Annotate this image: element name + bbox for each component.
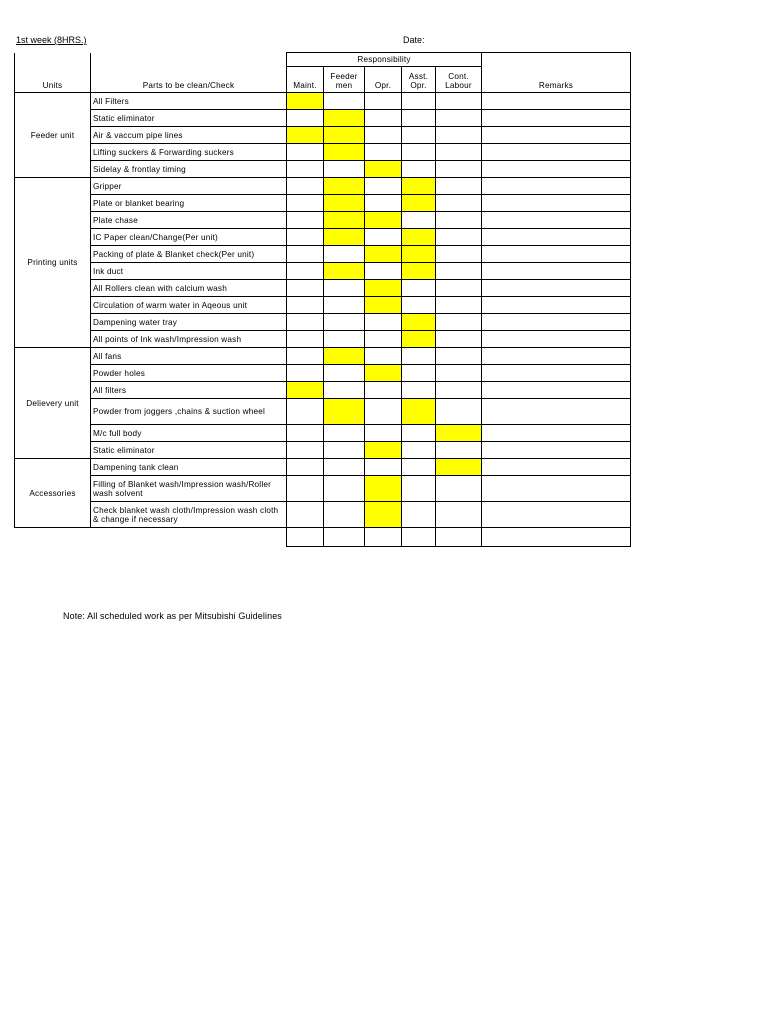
responsibility-cell-maint	[287, 127, 324, 144]
unit-name-cell: Feeder unit	[15, 93, 91, 178]
responsibility-cell-asst-opr	[402, 314, 436, 331]
responsibility-cell-asst-opr	[402, 280, 436, 297]
responsibility-cell-cont-labour	[436, 127, 482, 144]
responsibility-cell-opr	[365, 331, 402, 348]
responsibility-cell-cont-labour	[436, 348, 482, 365]
part-name-cell: Air & vaccum pipe lines	[91, 127, 287, 144]
responsibility-cell-cont-labour	[436, 382, 482, 399]
remarks-cell	[482, 314, 631, 331]
part-name-cell: Check blanket wash cloth/Impression wash cloth & change if necessary	[91, 502, 287, 528]
responsibility-cell-feeder-men	[324, 476, 365, 502]
remarks-cell	[482, 476, 631, 502]
header-opr: Opr.	[365, 67, 402, 93]
responsibility-cell-feeder-men	[324, 425, 365, 442]
part-name-cell: All fans	[91, 348, 287, 365]
part-name-cell: Packing of plate & Blanket check(Per unit)	[91, 246, 287, 263]
responsibility-cell-maint	[287, 229, 324, 246]
responsibility-cell-feeder-men	[324, 127, 365, 144]
remarks-cell	[482, 195, 631, 212]
responsibility-cell-feeder-men	[324, 280, 365, 297]
responsibility-cell-asst-opr	[402, 212, 436, 229]
responsibility-cell-cont-labour	[436, 212, 482, 229]
responsibility-cell-opr	[365, 229, 402, 246]
responsibility-cell-asst-opr	[402, 93, 436, 110]
responsibility-cell-asst-opr	[402, 476, 436, 502]
responsibility-cell-maint	[287, 331, 324, 348]
table-row	[15, 348, 631, 365]
remarks-cell	[482, 229, 631, 246]
table-row	[15, 195, 631, 212]
part-name-cell: Gripper	[91, 178, 287, 195]
responsibility-cell-feeder-men	[324, 263, 365, 280]
responsibility-cell-maint	[287, 246, 324, 263]
responsibility-cell-asst-opr	[402, 110, 436, 127]
remarks-cell	[482, 280, 631, 297]
remarks-cell	[482, 93, 631, 110]
responsibility-cell-asst-opr	[402, 195, 436, 212]
remarks-cell	[482, 212, 631, 229]
responsibility-cell-asst-opr	[402, 246, 436, 263]
responsibility-cell-maint	[287, 399, 324, 425]
responsibility-cell-cont-labour	[436, 110, 482, 127]
responsibility-cell-opr	[365, 502, 402, 528]
responsibility-cell-opr	[365, 365, 402, 382]
responsibility-cell-asst-opr	[402, 399, 436, 425]
responsibility-cell-opr	[365, 161, 402, 178]
responsibility-cell-opr	[365, 425, 402, 442]
part-name-cell: Dampening water tray	[91, 314, 287, 331]
remarks-cell	[482, 365, 631, 382]
responsibility-cell-feeder-men	[324, 178, 365, 195]
part-name-cell: IC Paper clean/Change(Per unit)	[91, 229, 287, 246]
responsibility-cell-maint	[287, 382, 324, 399]
remarks-cell	[482, 382, 631, 399]
responsibility-cell-feeder-men	[324, 144, 365, 161]
responsibility-cell-asst-opr	[402, 348, 436, 365]
empty-responsibility-cell	[436, 528, 482, 547]
responsibility-cell-asst-opr	[402, 127, 436, 144]
responsibility-cell-opr	[365, 93, 402, 110]
responsibility-cell-opr	[365, 314, 402, 331]
responsibility-cell-asst-opr	[402, 229, 436, 246]
header-asst-line2: Opr.	[410, 81, 427, 90]
responsibility-cell-cont-labour	[436, 442, 482, 459]
responsibility-cell-maint	[287, 314, 324, 331]
table-row	[15, 93, 631, 110]
part-name-cell: M/c full body	[91, 425, 287, 442]
unit-name-cell: Delievery unit	[15, 348, 91, 459]
responsibility-cell-cont-labour	[436, 280, 482, 297]
responsibility-cell-cont-labour	[436, 144, 482, 161]
responsibility-cell-feeder-men	[324, 442, 365, 459]
responsibility-cell-opr	[365, 246, 402, 263]
responsibility-cell-asst-opr	[402, 144, 436, 161]
remarks-cell	[482, 399, 631, 425]
empty-responsibility-cell	[365, 528, 402, 547]
part-name-cell: Static eliminator	[91, 110, 287, 127]
table-row	[15, 110, 631, 127]
blank-spacer-cell	[15, 528, 287, 547]
part-name-cell: All Rollers clean with calcium wash	[91, 280, 287, 297]
table-row	[15, 178, 631, 195]
responsibility-cell-feeder-men	[324, 314, 365, 331]
part-name-cell: Ink duct	[91, 263, 287, 280]
responsibility-cell-asst-opr	[402, 425, 436, 442]
responsibility-cell-maint	[287, 195, 324, 212]
responsibility-cell-feeder-men	[324, 365, 365, 382]
part-name-cell: Powder holes	[91, 365, 287, 382]
responsibility-cell-opr	[365, 348, 402, 365]
table-row	[15, 502, 631, 528]
responsibility-cell-feeder-men	[324, 399, 365, 425]
table-row	[15, 476, 631, 502]
remarks-cell	[482, 161, 631, 178]
part-name-cell: Powder from joggers ,chains & suction wheel	[91, 399, 287, 425]
part-name-cell: Plate or blanket bearing	[91, 195, 287, 212]
responsibility-cell-maint	[287, 297, 324, 314]
table-row	[15, 127, 631, 144]
responsibility-cell-opr	[365, 399, 402, 425]
header-responsibility: Responsibility	[287, 53, 482, 67]
responsibility-cell-opr	[365, 459, 402, 476]
responsibility-cell-opr	[365, 178, 402, 195]
responsibility-cell-opr	[365, 263, 402, 280]
responsibility-cell-maint	[287, 110, 324, 127]
responsibility-cell-opr	[365, 297, 402, 314]
header-maint: Maint.	[287, 67, 324, 93]
part-name-cell: Plate chase	[91, 212, 287, 229]
part-name-cell: All filters	[91, 382, 287, 399]
remarks-cell	[482, 178, 631, 195]
remarks-cell	[482, 110, 631, 127]
responsibility-cell-maint	[287, 476, 324, 502]
responsibility-cell-maint	[287, 459, 324, 476]
responsibility-cell-cont-labour	[436, 459, 482, 476]
responsibility-cell-maint	[287, 212, 324, 229]
responsibility-cell-opr	[365, 382, 402, 399]
header-cont-labour	[436, 67, 482, 93]
header-feeder-line2: men	[335, 81, 353, 90]
responsibility-cell-asst-opr	[402, 297, 436, 314]
responsibility-cell-asst-opr	[402, 263, 436, 280]
remarks-cell	[482, 144, 631, 161]
empty-responsibility-cell	[402, 528, 436, 547]
responsibility-cell-cont-labour	[436, 178, 482, 195]
header-asst-opr	[402, 67, 436, 93]
responsibility-cell-maint	[287, 263, 324, 280]
table-row	[15, 297, 631, 314]
table-row-empty	[15, 528, 631, 547]
table-row	[15, 212, 631, 229]
header-remarks: Remarks	[482, 53, 631, 93]
responsibility-cell-opr	[365, 476, 402, 502]
empty-remarks-cell	[482, 528, 631, 547]
responsibility-cell-feeder-men	[324, 93, 365, 110]
responsibility-cell-maint	[287, 502, 324, 528]
unit-name-cell: Accessories	[15, 459, 91, 528]
responsibility-cell-asst-opr	[402, 161, 436, 178]
responsibility-cell-opr	[365, 127, 402, 144]
responsibility-cell-maint	[287, 442, 324, 459]
table-row	[15, 442, 631, 459]
responsibility-cell-feeder-men	[324, 502, 365, 528]
header-cont-line1: Cont.	[448, 72, 469, 81]
remarks-cell	[482, 331, 631, 348]
header-parts: Parts to be clean/Check	[91, 53, 287, 93]
responsibility-cell-cont-labour	[436, 476, 482, 502]
table-row	[15, 365, 631, 382]
header-feeder-line1: Feeder	[330, 72, 358, 81]
remarks-cell	[482, 348, 631, 365]
cleaning-checklist-table	[14, 52, 631, 547]
part-name-cell: Circulation of warm water in Aqeous unit	[91, 297, 287, 314]
responsibility-cell-maint	[287, 280, 324, 297]
remarks-cell	[482, 263, 631, 280]
remarks-cell	[482, 246, 631, 263]
responsibility-cell-opr	[365, 195, 402, 212]
part-name-cell: Lifting suckers & Forwarding suckers	[91, 144, 287, 161]
part-name-cell: All points of Ink wash/Impression wash	[91, 331, 287, 348]
table-row	[15, 161, 631, 178]
responsibility-cell-asst-opr	[402, 459, 436, 476]
part-name-cell: Dampening tank clean	[91, 459, 287, 476]
responsibility-cell-opr	[365, 280, 402, 297]
responsibility-cell-cont-labour	[436, 502, 482, 528]
table-row	[15, 144, 631, 161]
responsibility-cell-feeder-men	[324, 297, 365, 314]
responsibility-cell-cont-labour	[436, 161, 482, 178]
table-row	[15, 314, 631, 331]
responsibility-cell-maint	[287, 348, 324, 365]
table-row	[15, 399, 631, 425]
responsibility-cell-cont-labour	[436, 195, 482, 212]
empty-responsibility-cell	[324, 528, 365, 547]
sheet-week-label: 1st week (8HRS.)	[16, 35, 87, 45]
guidelines-note: Note: All scheduled work as per Mitsubishi Guidelines	[63, 611, 282, 621]
responsibility-cell-maint	[287, 425, 324, 442]
unit-name-cell: Printing units	[15, 178, 91, 348]
responsibility-cell-cont-labour	[436, 399, 482, 425]
responsibility-cell-asst-opr	[402, 178, 436, 195]
responsibility-cell-maint	[287, 365, 324, 382]
responsibility-cell-feeder-men	[324, 246, 365, 263]
responsibility-cell-feeder-men	[324, 195, 365, 212]
responsibility-cell-feeder-men	[324, 348, 365, 365]
responsibility-cell-cont-labour	[436, 331, 482, 348]
remarks-cell	[482, 425, 631, 442]
responsibility-cell-asst-opr	[402, 331, 436, 348]
responsibility-cell-cont-labour	[436, 229, 482, 246]
responsibility-cell-asst-opr	[402, 365, 436, 382]
table-row	[15, 459, 631, 476]
remarks-cell	[482, 127, 631, 144]
table-row	[15, 263, 631, 280]
responsibility-cell-feeder-men	[324, 382, 365, 399]
responsibility-cell-cont-labour	[436, 425, 482, 442]
part-name-cell: Sidelay & frontlay timing	[91, 161, 287, 178]
header-cont-line2: Labour	[445, 81, 472, 90]
responsibility-cell-maint	[287, 144, 324, 161]
part-name-cell: Filling of Blanket wash/Impression wash/Roller wash solvent	[91, 476, 287, 502]
table-row	[15, 280, 631, 297]
remarks-cell	[482, 459, 631, 476]
responsibility-cell-opr	[365, 442, 402, 459]
date-label: Date:	[403, 35, 425, 45]
remarks-cell	[482, 502, 631, 528]
responsibility-cell-feeder-men	[324, 161, 365, 178]
responsibility-cell-cont-labour	[436, 314, 482, 331]
responsibility-cell-cont-labour	[436, 263, 482, 280]
table-row	[15, 382, 631, 399]
header-feeder-men	[324, 67, 365, 93]
responsibility-cell-feeder-men	[324, 229, 365, 246]
responsibility-cell-maint	[287, 161, 324, 178]
responsibility-cell-asst-opr	[402, 442, 436, 459]
responsibility-cell-maint	[287, 93, 324, 110]
responsibility-cell-maint	[287, 178, 324, 195]
part-name-cell: All Filters	[91, 93, 287, 110]
responsibility-cell-cont-labour	[436, 297, 482, 314]
responsibility-cell-cont-labour	[436, 365, 482, 382]
responsibility-cell-opr	[365, 144, 402, 161]
responsibility-cell-asst-opr	[402, 382, 436, 399]
responsibility-cell-opr	[365, 212, 402, 229]
remarks-cell	[482, 442, 631, 459]
table-row	[15, 229, 631, 246]
header-asst-line1: Asst.	[408, 72, 429, 81]
header-units: Units	[15, 53, 91, 93]
responsibility-cell-cont-labour	[436, 246, 482, 263]
responsibility-cell-opr	[365, 110, 402, 127]
table-row	[15, 331, 631, 348]
empty-responsibility-cell	[287, 528, 324, 547]
table-row	[15, 246, 631, 263]
responsibility-cell-feeder-men	[324, 331, 365, 348]
responsibility-cell-feeder-men	[324, 459, 365, 476]
responsibility-cell-feeder-men	[324, 212, 365, 229]
responsibility-cell-feeder-men	[324, 110, 365, 127]
part-name-cell: Static eliminator	[91, 442, 287, 459]
responsibility-cell-asst-opr	[402, 502, 436, 528]
responsibility-cell-cont-labour	[436, 93, 482, 110]
remarks-cell	[482, 297, 631, 314]
table-row	[15, 425, 631, 442]
